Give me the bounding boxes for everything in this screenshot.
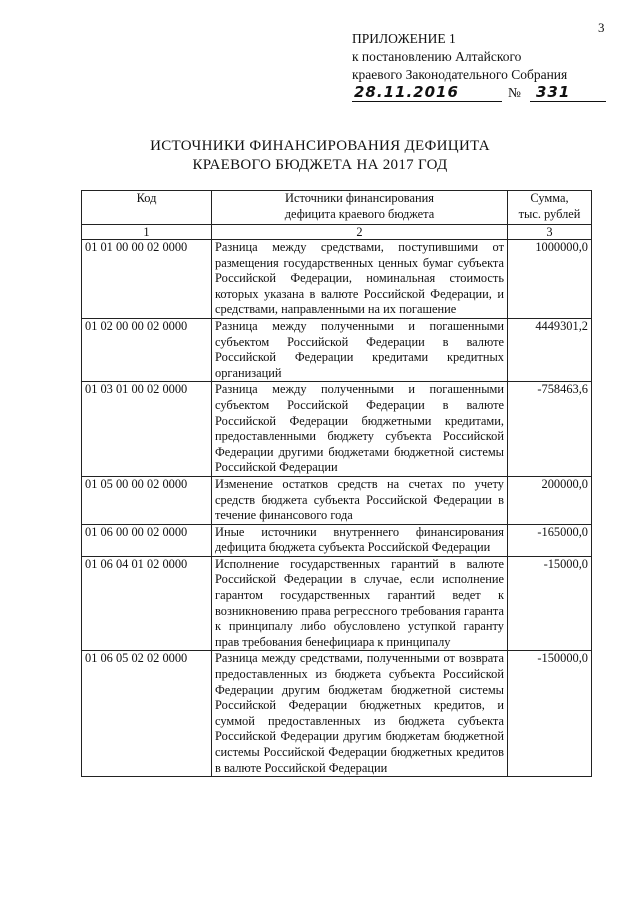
row-code: 01 06 04 01 02 0000 [82,556,212,651]
resolution-number: 331 [536,83,571,101]
number-label: № [508,85,521,100]
appendix-line-2: к постановлению Алтайского [352,49,522,64]
table-row [82,476,592,524]
table-row [82,382,592,477]
row-sum: -150000,0 [508,651,592,777]
page-number: 3 [598,20,605,35]
document-title [0,137,640,175]
column-number-2: 2 [212,225,508,240]
table-header-row [82,191,592,225]
row-description: Разница между средствами, полученными от возврата предоставленных из бюджета субъекта Российской Федерации другим бюджетам бюджетной системы Российской Федерации бюджетных кредитов, и суммой предоставленных из бюджета субъекта Российской Федерации другим бюджетам бюджетной системы Российской Федерации бюджетных кредитов в валюте Российской Федерации [212,651,508,777]
row-sum: 200000,0 [508,476,592,524]
appendix-block [352,30,612,104]
header-source-line-2: дефицита краевого бюджета [284,206,435,221]
row-sum: -165000,0 [508,524,592,556]
row-sum: 4449301,2 [508,318,592,381]
header-sum-line-1: Сумма, [530,191,569,205]
row-sum: -758463,6 [508,382,592,477]
resolution-date: 28.11.2016 [354,83,459,101]
document-title-line-1: ИСТОЧНИКИ ФИНАНСИРОВАНИЯ ДЕФИЦИТА [150,138,490,154]
header-sum-line-2: тыс. рублей [518,206,581,221]
row-code: 01 03 01 00 02 0000 [82,382,212,477]
header-source [212,191,508,225]
table-row [82,524,592,556]
row-code: 01 01 00 00 02 0000 [82,240,212,319]
resolution-date-number-row [352,84,612,104]
row-description: Иные источники внутреннего финансирования дефицита бюджета субъекта Российской Федерации [212,524,508,556]
table-row [82,240,592,319]
row-code: 01 06 05 02 02 0000 [82,651,212,777]
row-sum: 1000000,0 [508,240,592,319]
row-description: Изменение остатков средств на счетах по учету средств бюджета субъекта Российской Федерации в течение финансового года [212,476,508,524]
document-title-line-2: КРАЕВОГО БЮДЖЕТА НА 2017 ГОД [192,157,448,173]
column-number-row [82,225,592,240]
row-description: Разница между полученными и погашенными субъектом Российской Федерации в валюте Российской Федерации бюджетными кредитами, предоставленными бюджету субъекта Российской Федерации другими бюджетами бюджетной системы Российской Федерации [212,382,508,477]
table-row [82,556,592,651]
header-source-line-1: Источники финансирования [285,191,434,205]
row-description: Исполнение государственных гарантий в валюте Российской Федерации в случае, если исполнение гарантом государственных гарантий ведет к возникновению права регрессного требования гаранта к принципалу либо обусловлено уступкой гаранту прав требования бенефициара к принципалу [212,556,508,651]
number-underline [530,101,606,102]
row-sum: -15000,0 [508,556,592,651]
header-code: Код [82,191,212,225]
row-code: 01 06 00 00 02 0000 [82,524,212,556]
table-row [82,651,592,777]
appendix-title: ПРИЛОЖЕНИЕ 1 [352,31,456,46]
column-number-1: 1 [82,225,212,240]
appendix-line-3: краевого Законодательного Собрания [352,67,568,82]
financing-sources-table [81,190,592,777]
row-description: Разница между средствами, поступившими от размещения государственных ценных бумаг субъекта Российской Федерации, номинальная стоимость которых указана в валюте Российской Федерации, и средствами, направленными на их погашение [212,240,508,319]
column-number-3: 3 [508,225,592,240]
table-row [82,318,592,381]
row-description: Разница между полученными и погашенными субъектом Российской Федерации в валюте Российской Федерации кредитами кредитных организаций [212,318,508,381]
row-code: 01 02 00 00 02 0000 [82,318,212,381]
date-underline [352,101,502,102]
header-sum [508,191,592,225]
row-code: 01 05 00 00 02 0000 [82,476,212,524]
